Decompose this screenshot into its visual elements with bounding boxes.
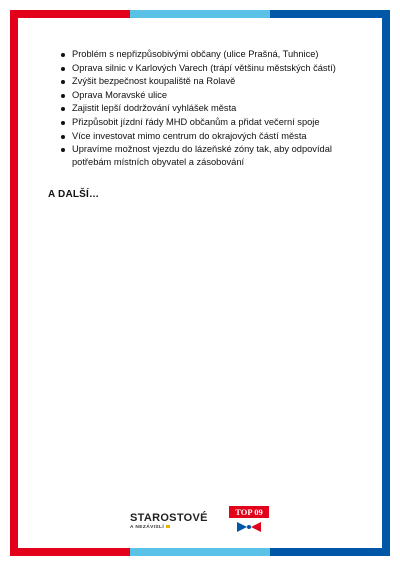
list-item (48, 48, 368, 61)
bullet-icon (61, 53, 65, 57)
bottom-bar-dark-blue (270, 548, 390, 556)
stan-logo (130, 512, 210, 534)
list-item-text: Zvýšit bezpečnost koupaliště na Rolavě (72, 76, 236, 87)
list-item (48, 116, 368, 129)
document-body (48, 48, 368, 200)
list-item (48, 102, 368, 115)
list-item-text: Problém s nepřizpůsobivými občany (ulice Prašná, Tuhnice) (72, 49, 319, 59)
top-bar-red (10, 10, 130, 18)
list-item (48, 75, 368, 88)
bullet-icon (61, 121, 65, 125)
list-item (48, 130, 368, 143)
list-item-text: Přizpůsobit jízdní řády MHD občanům a přidat večerní spoje (72, 116, 320, 127)
bullet-icon (61, 67, 65, 71)
footer-logos (0, 506, 400, 536)
stan-logo-subtitle: A NEZÁVISLÍ (130, 525, 210, 530)
bottom-bar-light-blue (130, 548, 270, 556)
list-item (48, 89, 368, 102)
list-item-text: Oprava silnic v Karlových Varech (trápí většinu městských částí) (72, 62, 336, 73)
top-bar-dark-blue (270, 10, 390, 18)
list-item (48, 62, 368, 75)
top09-logo-name: TOP 09 (229, 506, 269, 518)
issue-list (48, 48, 368, 170)
more-heading: A DALŠÍ… (48, 188, 100, 200)
bullet-icon (61, 135, 65, 139)
list-item-text: Více investovat mimo centrum do okrajových částí města (72, 130, 307, 141)
list-item-text: Zajistit lepší dodržování vyhlášek města (72, 103, 237, 114)
stan-logo-name: STAROSTOVÉ (130, 512, 208, 524)
bottom-bar-red (10, 548, 130, 556)
top-bar-light-blue (130, 10, 270, 18)
list-item-text: Upravíme možnost vjezdu do lázeňské zóny tak, aby odpovídal potřebám místních obyvatel a zásobování (72, 144, 332, 168)
bullet-icon (61, 107, 65, 111)
list-item-text: Oprava Moravské ulice (72, 89, 168, 100)
top09-logo (229, 506, 271, 534)
left-border-red (10, 10, 18, 556)
right-border-dark-blue (382, 10, 390, 556)
list-item (48, 143, 368, 169)
bullet-icon (61, 80, 65, 84)
bullet-icon (61, 148, 65, 152)
bullet-icon (61, 94, 65, 98)
bow-tie-icon (229, 520, 269, 534)
